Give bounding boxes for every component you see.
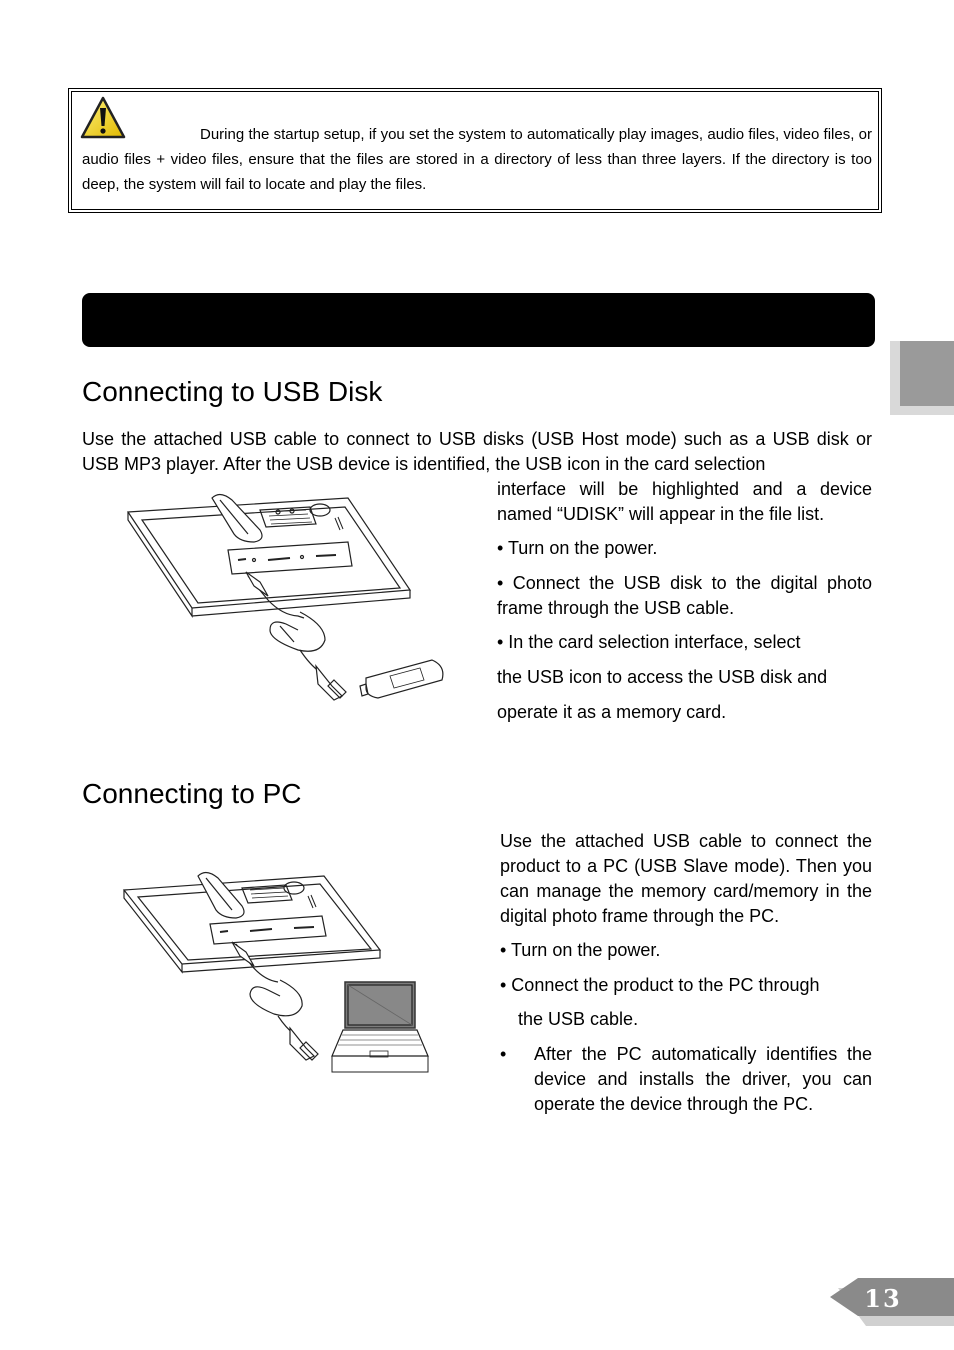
pc-bullet-2a: • Connect the product to the PC through (500, 975, 820, 995)
pc-bullet-2b: the USB cable. (518, 1009, 639, 1029)
warning-note (71, 91, 879, 210)
heading-usb-disk: Connecting to USB Disk (82, 376, 383, 407)
pc-bullet-1: • Turn on the power. (500, 940, 661, 960)
pc-illustration (118, 870, 433, 1075)
chapter-tab (890, 341, 954, 415)
usb-disk-intro: Use the attached USB cable to connect to USB disks (USB Host mode) such as a USB disk or USB MP3 player. After the USB device is identified, the USB icon in the card selection (82, 429, 872, 474)
heading-pc: Connecting to PC (82, 778, 302, 809)
pc-bullet-3-text: After the PC automatically identifies the device and installs the driver, you can operate the device through the PC. (534, 1044, 872, 1114)
pc-intro: Use the attached USB cable to connect the product to a PC (USB Slave mode). Then you can manage the memory card/memory in the digital photo frame through the PC. (500, 831, 872, 926)
pc-bullet-3-marker: • (500, 1044, 507, 1064)
usb-disk-illustration (120, 490, 450, 710)
page-number: 13 (864, 1284, 902, 1313)
warning-note-text: During the startup setup, if you set the system to automatically play images, audio files, video files, or audio files + video files, ensure that the files are stored in a directory of less than three layers. If the directory is too deep, the system will fail to locate and play the files. (82, 126, 872, 193)
usb-disk-bullet-3a: • In the card selection interface, select (497, 632, 801, 652)
usb-disk-bullet-3b: the USB icon to access the USB disk and (497, 667, 828, 687)
usb-disk-bullet-1: • Turn on the power. (497, 538, 658, 558)
usb-disk-bullet-3c: operate it as a memory card. (497, 702, 727, 722)
section-header-bar (82, 293, 875, 347)
usb-disk-intro-cont: interface will be highlighted and a device named “UDISK” will appear in the file list. (497, 479, 872, 524)
usb-disk-bullet-2: • Connect the USB disk to the digital photo frame through the USB cable. (497, 573, 872, 618)
